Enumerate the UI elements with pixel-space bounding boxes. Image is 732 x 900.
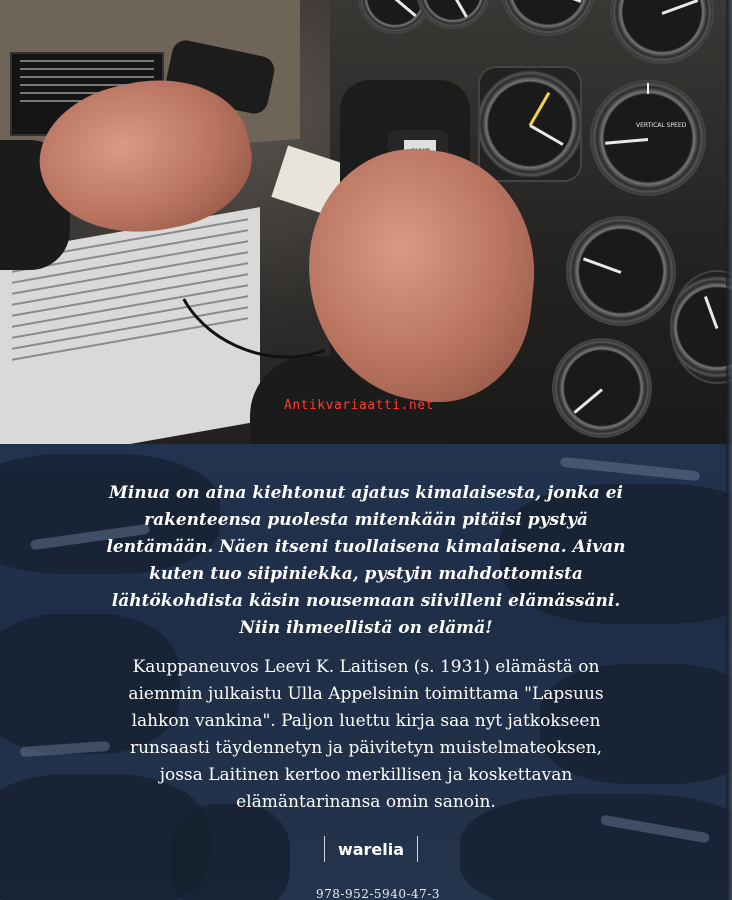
isbn-number: 978-952-5940-47-3 (316, 887, 440, 900)
gauge-altimeter (478, 66, 582, 182)
texture-streak (560, 457, 700, 482)
description-line: runsaasti täydennetyn ja päivitetyn muistelmateoksen, (129, 738, 603, 758)
description-line: jossa Laitinen kertoo merkillisen ja koskettavan (159, 765, 573, 785)
quote-line: rakenteensa puolesta mitenkään pitäisi pystyä (144, 510, 588, 530)
quote-text (60, 480, 672, 642)
blurb-section (0, 444, 732, 900)
vertical-speed-label: VERTICAL SPEED (636, 122, 687, 129)
gauge-bottom-left (552, 338, 652, 438)
quote-line: kuten tuo siipiniekka, pystyin mahdottomista (149, 564, 583, 584)
quote-line: lentämään. Näen itseni tuollaisena kimalaisena. Aivan (106, 537, 626, 557)
description-line: aiemmin julkaistu Ulla Appelsinin toimittama "Lapsuus (128, 684, 604, 704)
gauge-middle-right (566, 216, 676, 326)
description-text (60, 654, 672, 816)
gauge-top-3 (500, 0, 596, 36)
spine-edge (726, 0, 732, 900)
publisher-name: warelia (337, 839, 405, 859)
cover-photo-cockpit (0, 0, 732, 444)
quote-line: lähtökohdista käsin nousemaan siivilleni elämässäni. (111, 591, 621, 611)
quote-line: Minua on aina kiehtonut ajatus kimalaisesta, jonka ei (109, 483, 623, 503)
gauge-top-2 (416, 0, 490, 29)
description-line: elämäntarinansa omin sanoin. (236, 792, 496, 812)
gauge-bottom-right (670, 270, 732, 384)
publisher-logo (324, 836, 418, 862)
gauge-top-4 (610, 0, 714, 64)
quote-line: Niin ihmeellistä on elämä! (239, 618, 493, 638)
texture-stain (170, 804, 290, 900)
gauge-vertical-speed (590, 80, 706, 196)
watermark-text: Antikvariaatti.net (284, 398, 434, 413)
description-line: lahkon vankina". Paljon luettu kirja saa nyt jatkokseen (131, 711, 601, 731)
description-line: Kauppaneuvos Leevi K. Laitisen (s. 1931) elämästä on (132, 657, 600, 677)
